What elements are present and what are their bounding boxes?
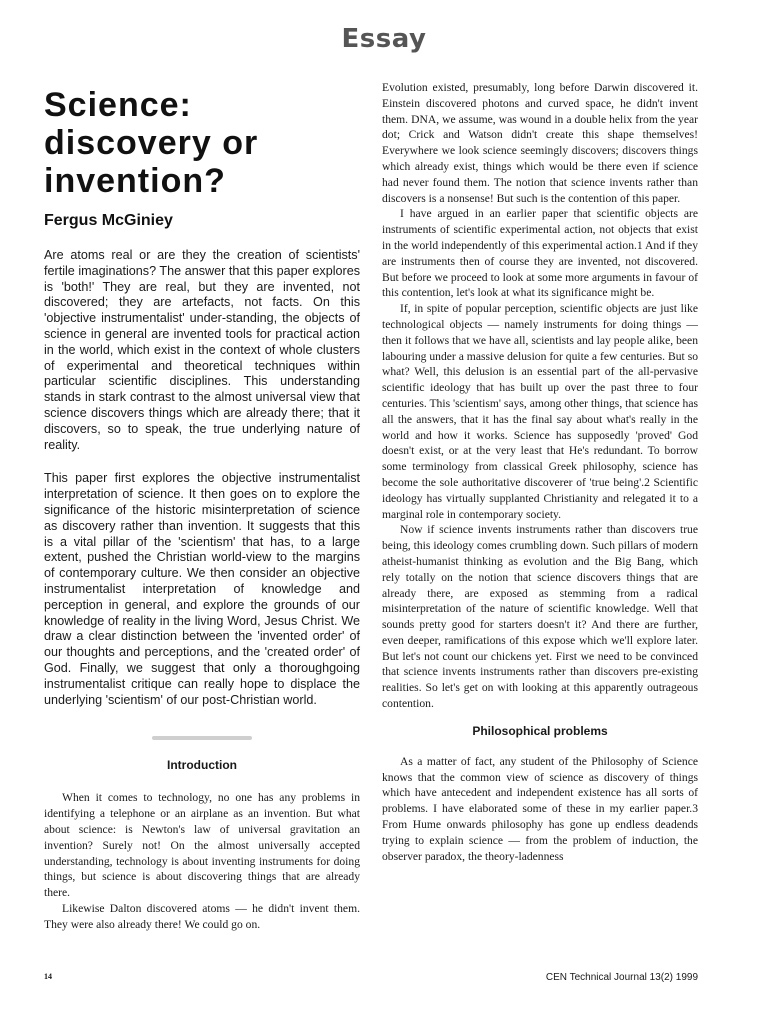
right-body	[382, 80, 698, 712]
section-divider	[152, 736, 252, 740]
abstract-paragraph: Are atoms real or are they the creation of scientists' fertile imaginations? The answer that this paper explores is 'both!' They are real, but they are invented, not discovered; they are artefacts, not facts. On this 'objective instrumentalist' under-standing, the objects of science in general are invented tools for practical action in the world, which exist in the context of whole clusters of experimental and theoretical techniques within particular scientific disciplines. This understanding stands in stark contrast to the almost universal view that science discovers things which are already there; that it discovers, so to speak, the true underlying nature of reality.	[44, 248, 360, 452]
title-line: discovery or	[44, 124, 259, 162]
abstract-paragraph: This paper first explores the objective instrumentalist interpretation of science. It then goes on to explore the significance of the historic misinterpretation of science as discovery rather than invention. It suggests that this is a vital pillar of the 'scientism' that has, to a large extent, pushed the Christian world-view to the margins of contemporary culture. We then consider an objective instrumentalist interpretation of knowledge and perception in general, and explore the grounds of our knowledge of reality in the living Word, Jesus Christ. We draw a clear distinction between the 'invented order' of our thoughts and perceptions, and the 'created order' of God. Finally, we suggest that only a thoroughgoing instrumentalist critique can really hope to displace the underlying 'scientism' of our post-Christian world.	[44, 471, 360, 707]
section-label: Essay	[341, 24, 427, 54]
body-paragraph: I have argued in an earlier paper that scientific objects are instruments of scientific experimental action, not objects that exist in the world independently of this experimental action.1 And if they are instruments then of course they are invented, not discovered. But before we proceed to look at some more arguments in favour of this contention, let's look at what its significance might be.	[382, 207, 698, 300]
title-line: Science:	[44, 86, 192, 124]
author-name: Fergus McGiniey	[44, 212, 173, 229]
journal-citation: CEN Technical Journal 13(2) 1999	[545, 972, 698, 983]
article-title	[44, 86, 360, 200]
body-paragraph: If, in spite of popular perception, scientific objects are just like technological objects — namely instruments for doing things — then it follows that we have all, scientists and lay people alike, been labouring under a massive delusion for quite a few centuries. But so what? Well, this delusion is an essential part of the all-pervasive scientific ideology that has built up over the past three to four centuries. This 'scientism' says, among other things, that science has all the answers, that it has the final say about what's really in the world and how it works. Science has supposedly 'proved' God doesn't exist, or at the very least that He's redundant. To borrow some terminology from classical Greek philosophy, science has become the sole authoritative discoverer of 'true being'.2 Scientific ideology has virtually supplanted Christianity and relegated it to a marginal role in contemporary society.	[382, 302, 698, 521]
body-paragraph: Likewise Dalton discovered atoms — he didn't invent them. They were also already there! We could go on.	[44, 901, 360, 931]
left-column	[44, 86, 360, 932]
right-column	[382, 80, 698, 864]
page-number: 14	[44, 972, 52, 981]
body-paragraph: When it comes to technology, no one has any problems in identifying a telephone or an airplane as an invention. But what about science: is Newton's law of universal gravitation an invention? Surely not! On the almost universally accepted understanding, technology is about inventing instruments for doing things, but science is about discovering things that are already there.	[44, 791, 360, 900]
body-paragraph: Evolution existed, presumably, long before Darwin discovered it. Einstein discovered photons and curved space, he didn't invent them. DNA, we assume, was wound in a double helix from the year dot; Crick and Watson didn't create this shape themselves! Everywhere we look science seemingly discovers; discovers things which already exist, things which would be there even if science had never found them. The notion that science invents rather than discovers is a nonsense! But such is the contention of this paper.	[382, 81, 698, 205]
intro-heading: Introduction	[167, 758, 237, 773]
abstract	[44, 248, 360, 708]
title-line: invention?	[44, 162, 226, 200]
body-paragraph: Now if science invents instruments rather than discovers true being, this ideology comes crumbling down. Such pillars of modern atheist-humanist thinking as evolution and the Big Bang, which rely totally on the notion that science discovers things that are already there, are exposed as stemming from a radical misinterpretation of the nature of scientific knowledge. Well that sounds pretty good for starters doesn't it? And there are further, even deeper, ramifications of this expose which we'll explore later. But let's not count our chickens yet. First we need to be convinced that science invents instruments rather than discovers pre-existing realities. So let's get on with looking at this apparently outrageous contention.	[382, 523, 698, 711]
philosophy-body	[382, 754, 698, 865]
body-paragraph: As a matter of fact, any student of the Philosophy of Science knows that the common view of science as discovery of things which have antecedent and independent existence has all sorts of problems. I have elaborated some of these in my earlier paper.3 From Hume onwards philosophy has gone up endless deadends trying to explain science — from the problem of induction, the observer paradox, the theory-ladenness	[382, 754, 698, 863]
philosophy-heading: Philosophical problems	[472, 723, 608, 738]
intro-body	[44, 790, 360, 932]
